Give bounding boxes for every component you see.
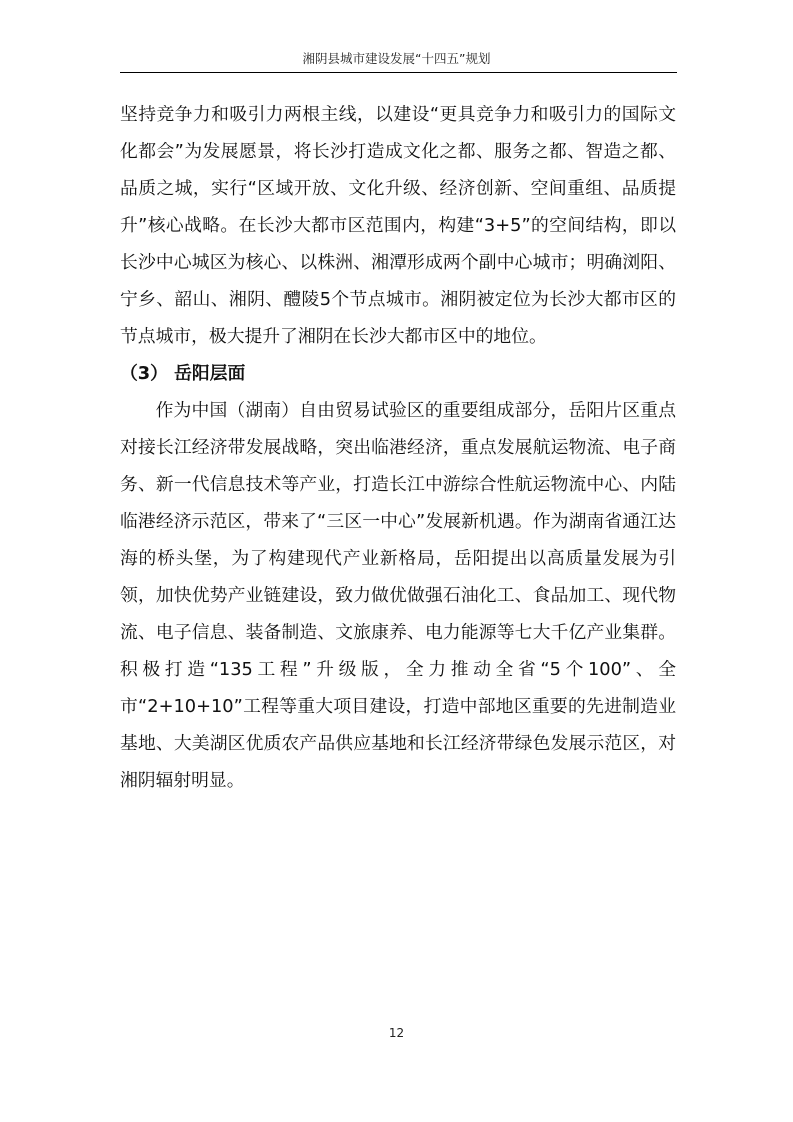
body-paragraph-1: 坚持竞争力和吸引力两根主线，以建设“更具竞争力和吸引力的国际文化都会”为发展愿景，将长沙打造成文化之都、服务之都、智造之都、品质之城，实行“区域开放、文化升级、经济创新、空间重组、品质提升”核心战略。在长沙大都市区范围内，构建“3+5”的空间结构，即以长沙中心城区为核心、以株洲、湘潭形成两个副中心城市；明确浏阳、宁乡、韶山、湘阴、醴陵5个节点城市。湘阴被定位为长沙大都市区的节点城市，极大提升了湘阴在长沙大都市区中的地位。 <box>120 104 676 347</box>
document-body <box>120 96 676 799</box>
running-header: 湘阴县城市建设发展“十四五”规划 <box>302 51 491 66</box>
header-divider <box>120 72 677 73</box>
body-paragraph-2: 作为中国（湖南）自由贸易试验区的重要组成部分，岳阳片区重点对接长江经济带发展战略，突出临港经济，重点发展航运物流、电子商务、新一代信息技术等产业，打造长江中游综合性航运物流中心、内陆临港经济示范区，带来了“三区一中心”发展新机遇。作为湖南省通江达海的桥头堡，为了构建现代产业新格局，岳阳提出以高质量发展为引领，加快优势产业链建设，致力做优做强石油化工、食品加工、现代物流、电子信息、装备制造、文旅康养、电力能源等七大千亿产业集群。积极打造“135工程”升级版，全力推动全省“5个100”、全市“2+10+10”工程等重大项目建设，打造中部地区重要的先进制造业基地、大美湖区优质农产品供应基地和长江经济带绿色发展示范区，对湘阴辐射明显。 <box>120 400 676 791</box>
page-number: 12 <box>388 1026 405 1040</box>
section-heading: （3） 岳阳层面 <box>120 363 246 384</box>
